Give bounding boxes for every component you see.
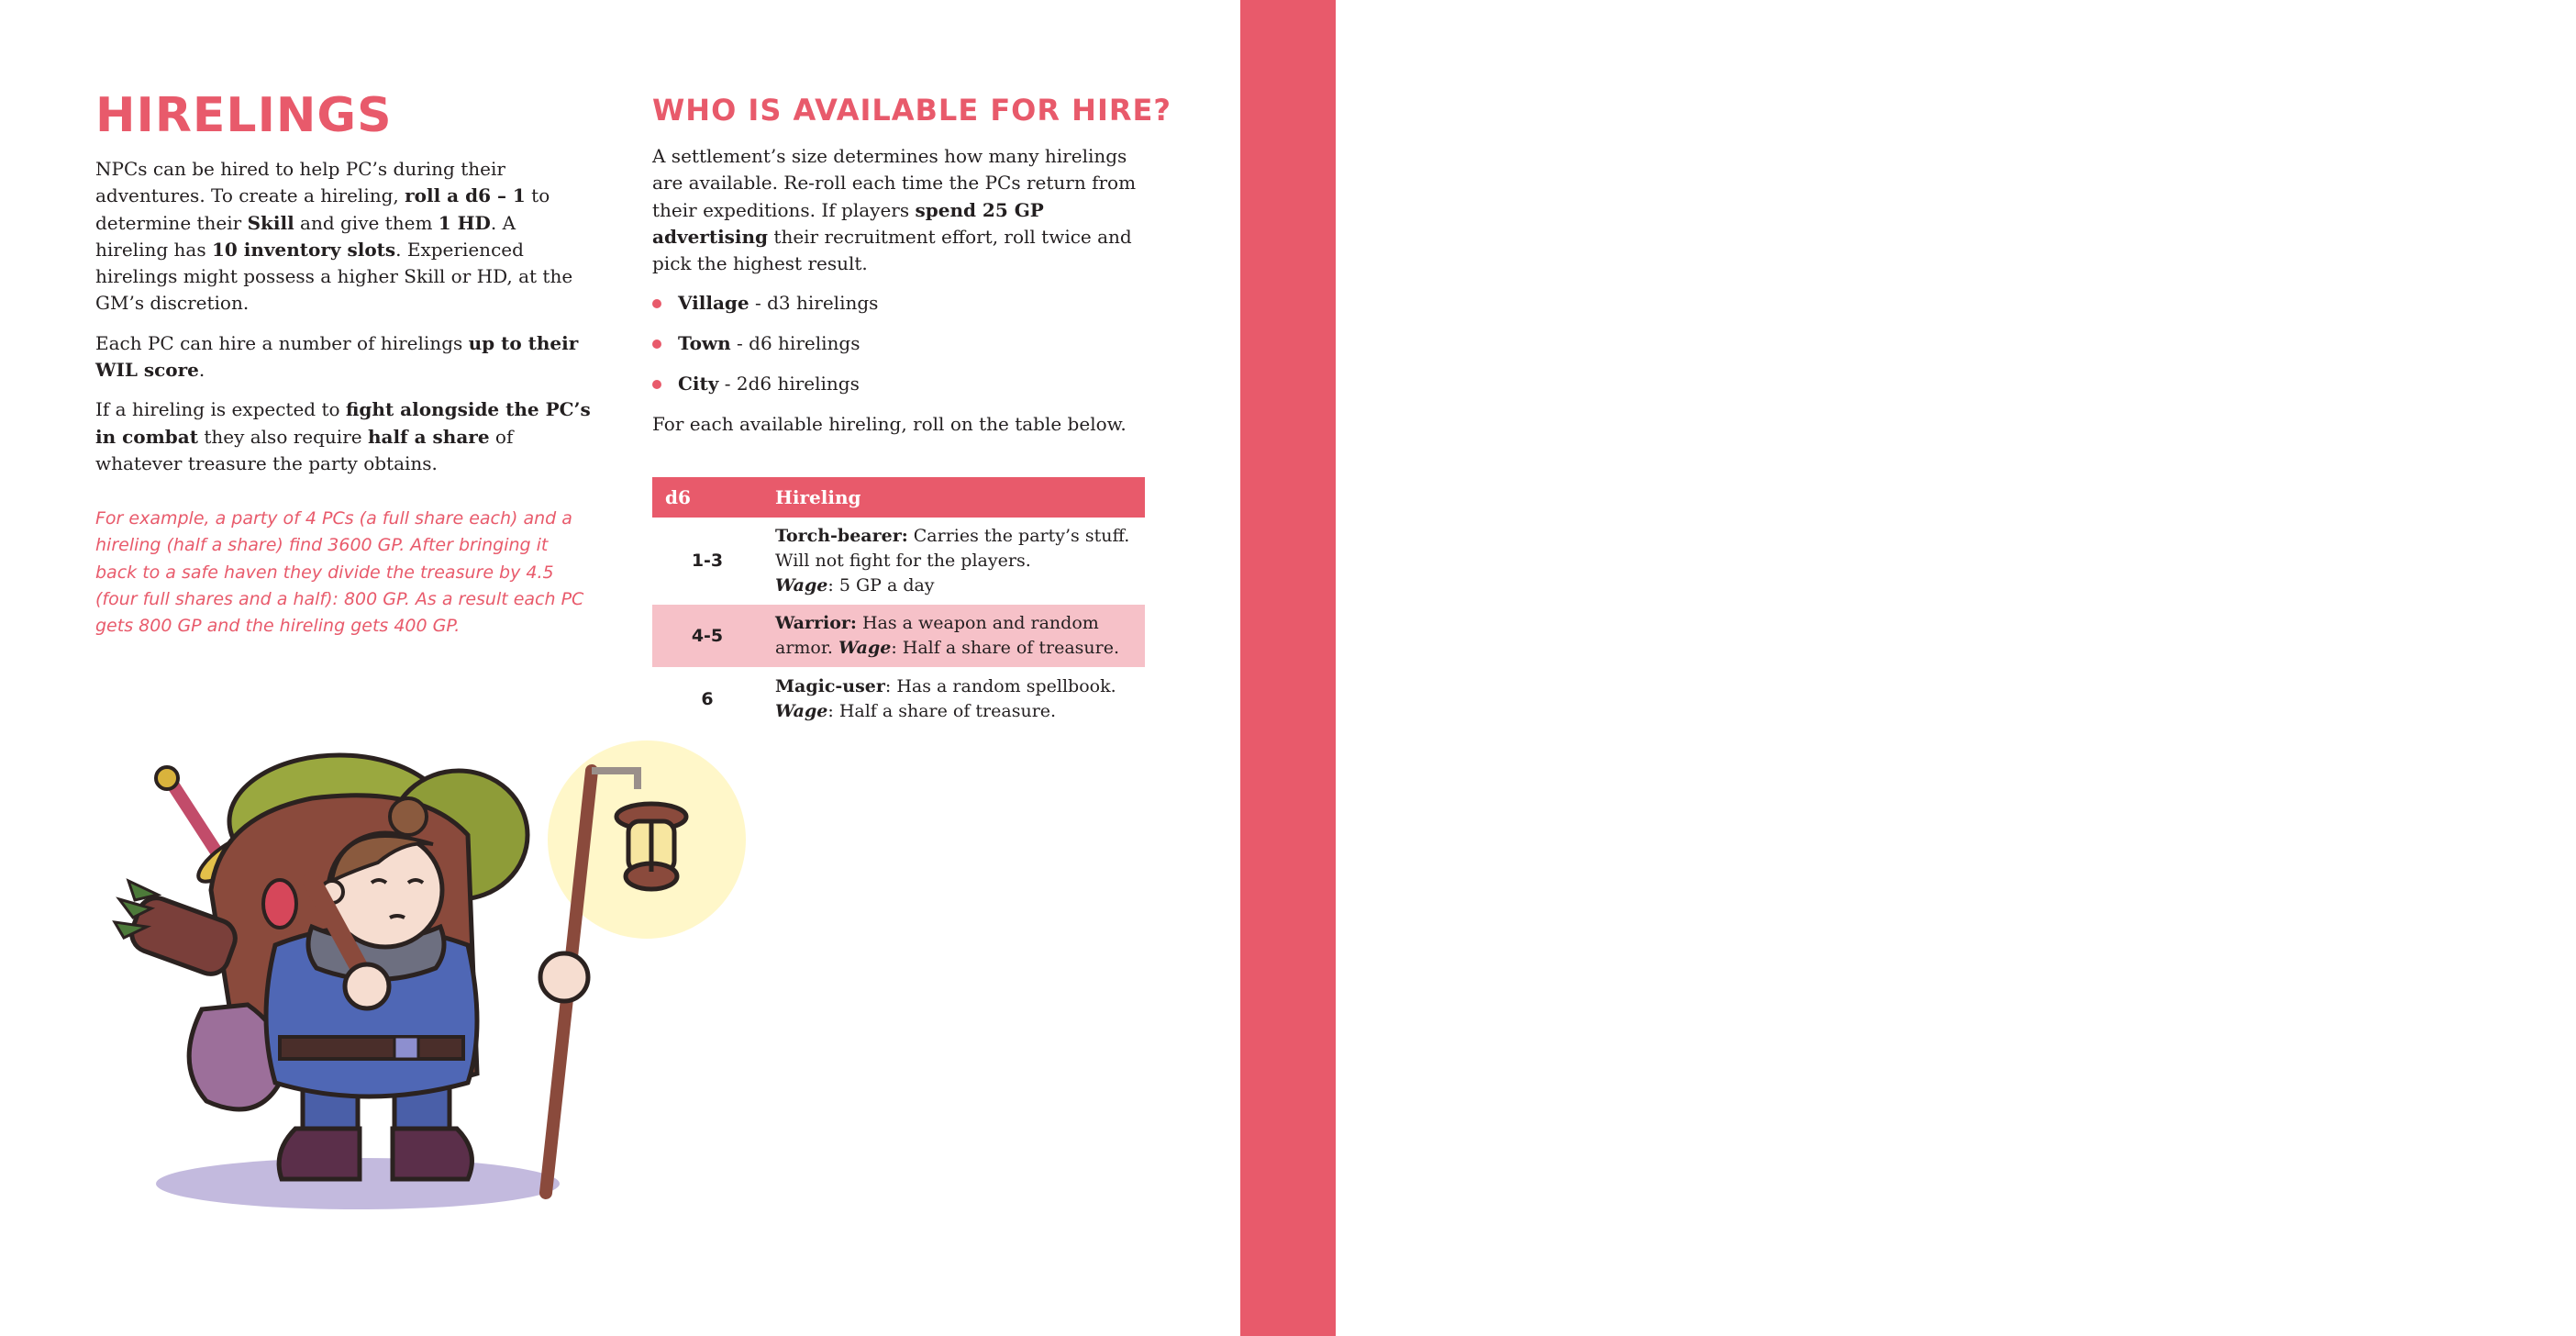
hireling-cell: Warrior: Has a weapon and random armor. Wage: Half a share of treasure. (762, 605, 1145, 667)
hirelings-body (95, 156, 591, 490)
available-body (652, 143, 1145, 451)
available-heading: WHO IS AVAILABLE FOR HIRE? (652, 93, 1171, 128)
roll-cell: 6 (701, 688, 714, 709)
table-row (652, 518, 1145, 605)
table-row (652, 667, 1145, 731)
chapter-label: CORE RULES (2510, 1028, 2547, 1257)
roll-cell: 4-5 (652, 605, 762, 667)
bullet-icon (652, 340, 661, 349)
hireling-cell: Magic-user: Has a random spellbook. Wage: Half a share of treasure. (775, 676, 1116, 721)
hireling-table (652, 477, 1145, 731)
hirelings-paragraph-3: If a hireling is expected to fight alongside the PC’s in combat they also require half a share of whatever treasure the party obtains. (95, 398, 591, 474)
roll-cell: 1-3 (691, 551, 724, 571)
hireling-cell: Torch-bearer: Carries the party’s stuff. Will not fight for the players. Wage: 5 GP a day (775, 526, 1130, 596)
example-text: For example, a party of 4 PCs (a full share each) and a hireling (half a share) find 3600 GP. After bringing it back to a safe haven they divide the treasure by 4.5 (four full shares and a half): 800 GP. As a result each PC gets 800 GP and the hireling gets 400 GP. (95, 508, 584, 637)
column-header-d6: d6 (652, 477, 762, 518)
available-paragraph-2: For each available hireling, roll on the table below. (652, 413, 1127, 436)
bullet-icon (652, 380, 661, 389)
page-number: 19 (2509, 1266, 2548, 1298)
hirelings-heading: HIRELINGS (95, 88, 393, 143)
table-row (652, 605, 1145, 667)
hirelings-paragraph-2: Each PC can hire a number of hirelings up to their WIL score. (95, 331, 579, 382)
list-item: Village - d3 hirelings (652, 290, 1145, 317)
settlement-size-list (652, 290, 1145, 397)
available-paragraph-1: A settlement’s size determines how many hirelings are available. Re-roll each time the PCs return from their expeditions. If players spend 25 GP advertising their recruitment effort, roll twice and pick the highest result. (652, 145, 1137, 275)
column-header-hireling: Hireling (762, 477, 1145, 518)
hireling-illustration (92, 734, 752, 1211)
list-item: City - 2d6 hirelings (652, 371, 1145, 397)
table-header-row (652, 477, 1145, 518)
bullet-icon (652, 299, 661, 308)
list-item: Town - d6 hirelings (652, 330, 1145, 357)
hirelings-paragraph-1: NPCs can be hired to help PC’s during their adventures. To create a hireling, roll a d6 – 1 to determine their Skill and give them 1 HD. A hireling has 10 inventory slots. Experienced hirelings might possess a higher Skill or HD, at the GM’s discretion. (95, 158, 573, 315)
